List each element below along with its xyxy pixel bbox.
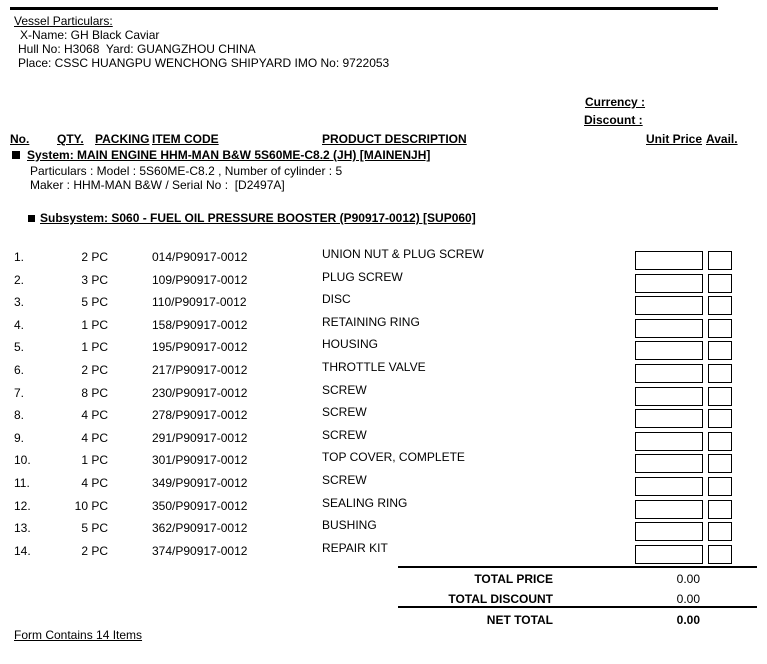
item-description: SCREW — [322, 427, 367, 442]
form-item-count: Form Contains 14 Items — [14, 628, 143, 642]
item-description: DISC — [322, 292, 351, 307]
item-qty: 2 PC — [81, 543, 108, 558]
item-code: 374/P90917-0012 — [152, 543, 248, 558]
avail-box — [708, 500, 732, 519]
item-description: PLUG SCREW — [322, 269, 403, 284]
item-code: 362/P90917-0012 — [152, 521, 248, 536]
net-total-value: 0.00 — [676, 613, 700, 627]
unit-price-box — [635, 387, 703, 406]
item-description: THROTTLE VALVE — [322, 360, 426, 374]
col-header-no: No. — [10, 132, 30, 146]
avail-box — [708, 341, 732, 360]
item-code: 230/P90917-0012 — [152, 385, 248, 400]
unit-price-box — [635, 500, 703, 519]
item-qty: 10 PC — [74, 498, 108, 513]
unit-price-box — [635, 477, 703, 496]
item-no: 12. — [14, 498, 31, 513]
unit-price-box — [635, 545, 703, 564]
item-description: UNION NUT & PLUG SCREW — [322, 247, 484, 261]
item-description: SCREW — [322, 473, 367, 487]
avail-box — [708, 364, 732, 383]
totals-top-rule — [398, 566, 757, 568]
item-code: 301/P90917-0012 — [152, 453, 248, 468]
avail-box — [708, 319, 732, 338]
item-code: 158/P90917-0012 — [152, 317, 248, 332]
system-maker: Maker : HHM-MAN B&W / Serial No : [D2497A] — [30, 178, 285, 192]
item-no: 9. — [14, 430, 25, 445]
item-code: 217/P90917-0012 — [152, 363, 248, 377]
avail-box — [708, 522, 732, 541]
totals-mid-rule — [398, 606, 757, 608]
total-discount-label: TOTAL DISCOUNT — [448, 592, 553, 606]
item-no: 1. — [14, 250, 25, 264]
avail-box — [708, 545, 732, 564]
avail-box — [708, 432, 732, 451]
item-qty: 4 PC — [81, 408, 108, 423]
subsystem-title: Subsystem: S060 - FUEL OIL PRESSURE BOOSTER (P90917-0012) [SUP060] — [40, 211, 476, 225]
net-total-label: NET TOTAL — [486, 613, 553, 627]
total-price-value: 0.00 — [676, 572, 700, 586]
unit-price-box — [635, 251, 703, 270]
item-qty: 2 PC — [81, 250, 108, 264]
item-qty: 5 PC — [81, 521, 108, 536]
subsystem-square-bullet-icon — [28, 215, 35, 222]
item-code: 014/P90917-0012 — [152, 250, 248, 264]
item-code: 349/P90917-0012 — [152, 476, 248, 490]
avail-box — [708, 251, 732, 270]
avail-box — [708, 387, 732, 406]
avail-box — [708, 296, 732, 315]
total-discount-value: 0.00 — [676, 592, 700, 606]
unit-price-box — [635, 432, 703, 451]
item-no: 13. — [14, 521, 31, 536]
item-no: 10. — [14, 453, 31, 468]
unit-price-box — [635, 319, 703, 338]
item-qty: 4 PC — [81, 476, 108, 490]
item-qty: 5 PC — [81, 295, 108, 310]
item-description: HOUSING — [322, 337, 379, 352]
item-qty: 4 PC — [81, 430, 108, 445]
item-description: BUSHING — [322, 518, 377, 533]
item-no: 3. — [14, 295, 25, 310]
item-qty: 2 PC — [81, 363, 108, 377]
item-no: 5. — [14, 340, 25, 355]
col-header-unit-price: Unit Price — [646, 132, 703, 146]
item-qty: 8 PC — [81, 385, 108, 400]
item-no: 6. — [14, 363, 25, 377]
avail-box — [708, 409, 732, 428]
avail-box — [708, 274, 732, 293]
avail-box — [708, 454, 732, 473]
avail-box — [708, 477, 732, 496]
vessel-place-imo: Place: CSSC HUANGPU WENCHONG SHIPYARD IMO No: 9722053 — [18, 56, 390, 70]
item-code: 291/P90917-0012 — [152, 430, 248, 445]
unit-price-box — [635, 409, 703, 428]
vessel-hull-yard: Hull No: H3068 Yard: GUANGZHOU CHINA — [18, 42, 256, 56]
system-square-bullet-icon — [12, 151, 20, 159]
unit-price-box — [635, 341, 703, 360]
col-header-qty: QTY. — [57, 132, 84, 146]
item-description: SCREW — [322, 382, 367, 397]
unit-price-box — [635, 274, 703, 293]
discount-label: Discount : — [584, 113, 643, 127]
item-code: 350/P90917-0012 — [152, 498, 248, 513]
currency-label: Currency : — [585, 95, 646, 109]
item-code: 278/P90917-0012 — [152, 408, 248, 423]
col-header-avail: Avail. — [706, 132, 738, 146]
item-code: 110/P90917-0012 — [152, 295, 247, 310]
item-description: REPAIR KIT — [322, 540, 388, 555]
item-qty: 1 PC — [81, 317, 108, 332]
item-code: 195/P90917-0012 — [152, 340, 248, 355]
col-header-packing: PACKING — [95, 132, 150, 146]
item-description: SEALING RING — [322, 495, 408, 510]
total-price-label: TOTAL PRICE — [474, 572, 553, 586]
item-no: 4. — [14, 317, 25, 332]
item-no: 2. — [14, 272, 25, 287]
item-no: 8. — [14, 408, 25, 423]
system-particulars: Particulars : Model : 5S60ME-C8.2 , Number of cylinder : 5 — [30, 164, 343, 178]
item-no: 7. — [14, 385, 25, 400]
system-title: System: MAIN ENGINE HHM-MAN B&W 5S60ME-C8.2 (JH) [MAINENJH] — [27, 148, 431, 162]
item-qty: 3 PC — [81, 272, 108, 287]
item-qty: 1 PC — [81, 340, 108, 355]
item-description: RETAINING RING — [322, 314, 420, 329]
item-no: 14. — [14, 543, 31, 558]
unit-price-box — [635, 296, 703, 315]
col-header-description: PRODUCT DESCRIPTION — [322, 132, 467, 146]
item-description: SCREW — [322, 405, 367, 420]
vessel-x-name: X-Name: GH Black Caviar — [20, 28, 160, 42]
item-qty: 1 PC — [81, 453, 108, 468]
item-no: 11. — [14, 476, 30, 490]
item-code: 109/P90917-0012 — [152, 272, 248, 287]
vessel-particulars-title: Vessel Particulars: — [14, 14, 113, 28]
col-header-item-code: ITEM CODE — [152, 132, 219, 146]
unit-price-box — [635, 364, 703, 383]
unit-price-box — [635, 454, 703, 473]
unit-price-box — [635, 522, 703, 541]
top-rule — [10, 7, 718, 10]
item-description: TOP COVER, COMPLETE — [322, 450, 465, 465]
